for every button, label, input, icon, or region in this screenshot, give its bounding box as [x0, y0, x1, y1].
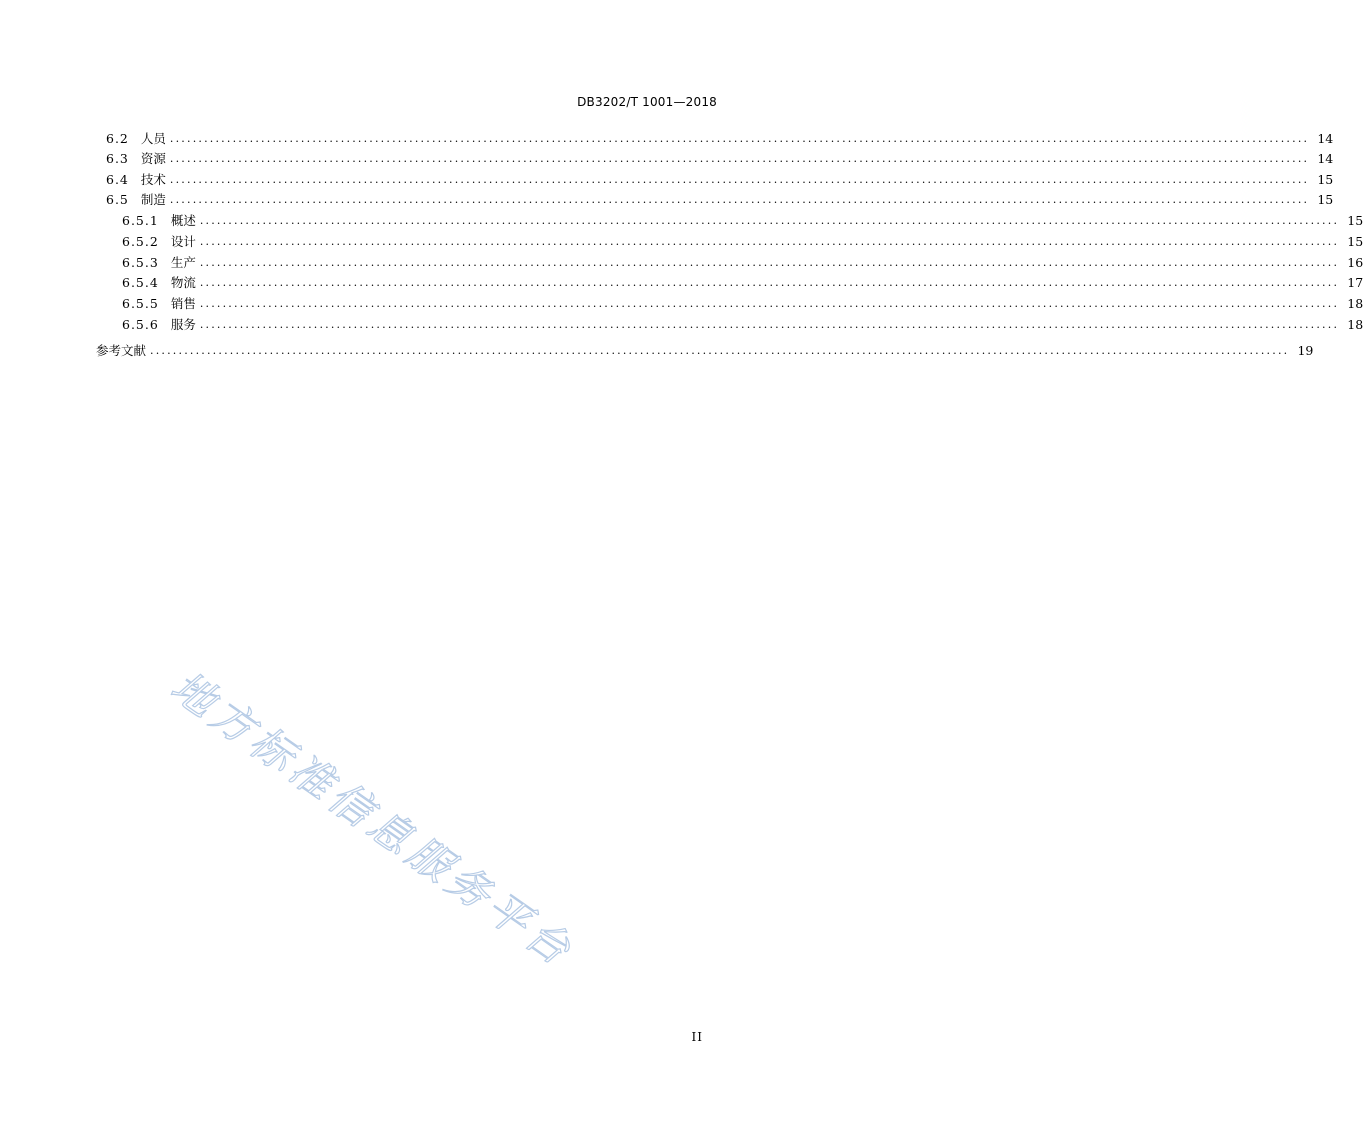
toc-entry[interactable] [106, 129, 1334, 149]
toc-leader-dots: ........................................................................................................................................................................................................ [169, 193, 1310, 206]
toc-leader-dots: ........................................................................................................................................................................................................ [199, 297, 1340, 310]
toc-entry-page: 15 [1347, 234, 1363, 249]
toc-entry-label [96, 341, 146, 361]
toc-entry-page: 18 [1347, 296, 1363, 311]
toc-entry-title: 人员 [140, 131, 166, 146]
toc-entry-number: 6.5.4 [122, 275, 159, 290]
toc-leader-dots: ........................................................................................................................................................................................................ [169, 152, 1310, 165]
toc-entry-title: 设计 [170, 234, 196, 249]
toc-entry-number: 6.5.1 [122, 213, 159, 228]
toc-entry-label [106, 190, 166, 210]
toc-entry-title: 技术 [140, 172, 166, 187]
toc-entry-page: 17 [1347, 275, 1363, 290]
toc-entry[interactable] [122, 232, 1363, 252]
toc-entry-title: 概述 [170, 213, 196, 228]
toc-entry-label [106, 149, 166, 169]
toc-entry-label [106, 129, 166, 149]
toc-entry-number: 6.5.2 [122, 234, 159, 249]
toc-entry-label [122, 253, 196, 273]
toc-entry-page: 14 [1317, 131, 1334, 146]
toc-entry-title: 制造 [140, 192, 166, 207]
toc-entry-title: 服务 [170, 317, 196, 332]
toc-leader-dots: ........................................................................................................................................................................................................ [199, 276, 1340, 289]
toc-entry[interactable] [122, 315, 1363, 335]
toc-entry[interactable] [106, 190, 1334, 210]
toc-leader-dots: ........................................................................................................................................................................................................ [169, 173, 1310, 186]
toc-entry-number: 6.4 [106, 172, 129, 187]
toc-entry-page: 15 [1347, 213, 1363, 228]
toc-leader-dots: ........................................................................................................................................................................................................ [199, 214, 1340, 227]
standard-code: DB3202/T 1001—2018 [577, 95, 717, 109]
toc-entry-number: 6.5.6 [122, 317, 159, 332]
toc-entry-title: 物流 [170, 275, 196, 290]
toc-entry-number: 6.5.3 [122, 255, 159, 270]
toc-entry-page: 14 [1317, 151, 1334, 166]
toc-leader-dots: ........................................................................................................................................................................................................ [199, 256, 1340, 269]
toc-entry[interactable] [106, 149, 1334, 169]
toc-leader-dots: ........................................................................................................................................................................................................ [169, 132, 1310, 145]
toc-entry[interactable] [122, 211, 1363, 231]
toc-entry-page: 15 [1317, 192, 1334, 207]
toc-entry-number: 6.5 [106, 192, 129, 207]
toc-entry-page: 18 [1347, 317, 1363, 332]
toc-leader-dots: ........................................................................................................................................................................................................ [199, 318, 1340, 331]
toc-entry-label [122, 315, 196, 335]
toc-entry-title: 资源 [140, 151, 166, 166]
toc-entry-label [122, 211, 196, 231]
toc-entry-page: 15 [1317, 172, 1334, 187]
toc-entry-number: 6.3 [106, 151, 129, 166]
watermark-text: 地方标准信息服务平台 [162, 661, 584, 978]
toc-entry[interactable] [122, 253, 1363, 273]
toc-entry-label [122, 273, 196, 293]
toc-leader-dots: ........................................................................................................................................................................................................ [150, 344, 1290, 357]
toc-entry-title: 参考文献 [96, 343, 147, 358]
toc-entry[interactable] [122, 294, 1363, 314]
toc-leader-dots: ........................................................................................................................................................................................................ [199, 235, 1340, 248]
toc-entry-title: 销售 [170, 296, 196, 311]
toc-entry-page: 19 [1297, 343, 1314, 358]
toc-entry-label [106, 170, 166, 190]
toc-entry[interactable] [122, 273, 1363, 293]
page-number: II [691, 1030, 703, 1044]
toc-entry-number: 6.2 [106, 131, 129, 146]
toc-entry-page: 16 [1347, 255, 1363, 270]
toc-entry-label [122, 232, 196, 252]
toc-entry-number: 6.5.5 [122, 296, 159, 311]
toc-entry-label [122, 294, 196, 314]
toc-entry-references[interactable] [96, 341, 1314, 361]
toc-entry[interactable] [106, 170, 1334, 190]
toc-entry-title: 生产 [170, 255, 196, 270]
